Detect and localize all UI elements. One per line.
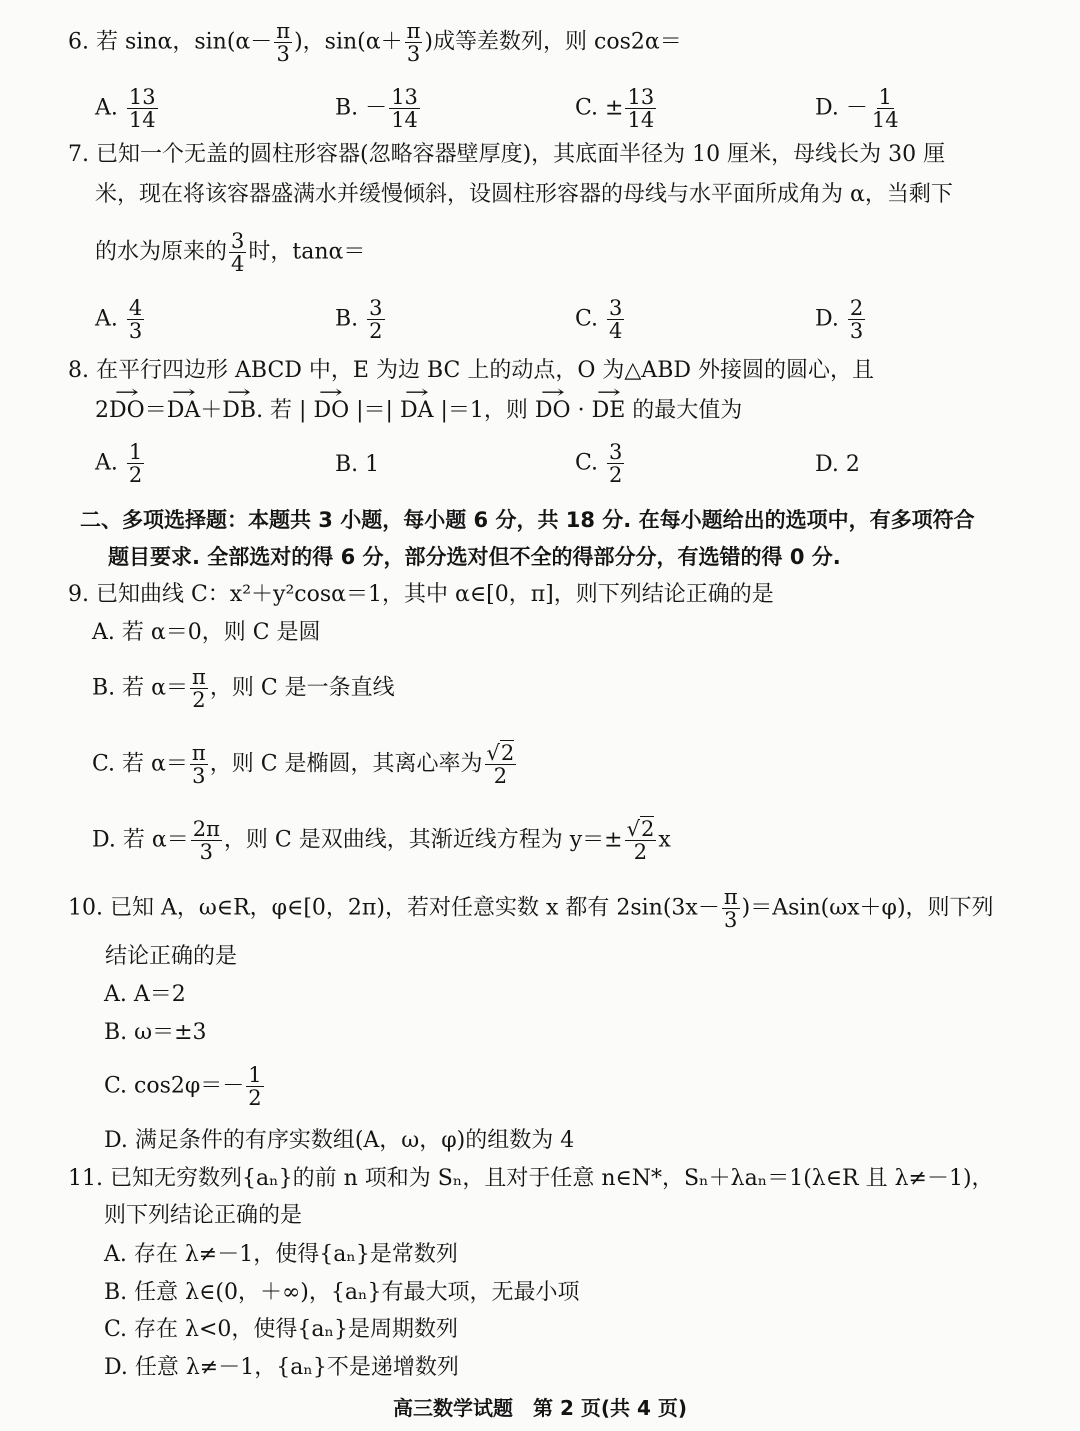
q7-line-2: 米，现在将该容器盛满水并缓慢倾斜，设圆柱形容器的母线与水平面所成角为 α，当剩下	[95, 182, 953, 207]
q11-line-2: 则下列结论正确的是	[104, 1203, 303, 1228]
q11-option-a: A. 存在 λ≠－1，使得{aₙ}是常数列	[104, 1242, 458, 1267]
q10-option-a: A. A＝2	[104, 982, 186, 1007]
q6-option-c: C. ± $\frac{13}{14}$	[575, 85, 655, 132]
q6-stem-part: )，sin(α＋	[294, 29, 403, 55]
q9-option-d: D. 若 α＝ $\frac{2\pi}{3}$ ，则 C 是双曲线，其渐近线方程为 y＝± $\frac{√2}{2}$ x	[92, 817, 671, 864]
section-2-heading-line-2: 题目要求. 全部选对的得 6 分，部分选对但不全的得部分分，有选错的得 0 分.	[108, 545, 841, 569]
vector-do: → DO	[109, 396, 145, 426]
q8-option-d: D. 2	[815, 452, 860, 477]
q10-option-b: B. ω＝±3	[104, 1020, 207, 1045]
q8-line-1: 8. 在平行四边形 ABCD 中，E 为边 BC 上的动点，O 为△ABD 外接圆的圆心，且	[68, 358, 874, 383]
q10-option-c: C. cos2φ＝－ $\frac{1}{2}$	[104, 1063, 262, 1110]
q6-stem-part: )成等差数列，则 cos2α＝	[424, 29, 682, 55]
q6-stem-part: 6. 若 sinα，sin(α－	[68, 29, 273, 55]
q6-frac-1: $\frac{\pi}{3}$	[276, 19, 291, 66]
q6-option-a: A. $\frac{13}{14}$	[95, 85, 156, 132]
q8-option-b: B. 1	[335, 452, 380, 477]
q11-option-d: D. 任意 λ≠－1，{aₙ}不是递增数列	[104, 1355, 459, 1380]
q7-option-d: D. $\frac{2}{3}$	[815, 296, 864, 343]
q8-line-2: 2→ DO＝→ DA＋→ DB. 若 | → DO |＝| → DA |＝1，则 → DO · → DE 的最大值为	[95, 396, 742, 426]
q7-option-b: B. $\frac{3}{2}$	[335, 296, 383, 343]
q6-stem	[68, 20, 682, 65]
q8-option-a: A. $\frac{1}{2}$	[95, 440, 143, 487]
vector-da: → DA	[167, 396, 201, 426]
vector-do: → DO	[313, 396, 349, 426]
q9-option-b: B. 若 α＝ $\frac{\pi}{2}$ ，则 C 是一条直线	[92, 665, 395, 712]
q7-line-1: 7. 已知一个无盖的圆柱形容器(忽略容器壁厚度)，其底面半径为 10 厘米，母线长为 30 厘	[68, 142, 946, 167]
q6-option-b: B. － $\frac{13}{14}$	[335, 85, 418, 132]
q9-stem: 9. 已知曲线 C：x²＋y²cosα＝1，其中 α∈[0，π]，则下列结论正确的是	[68, 582, 774, 607]
q10-option-d: D. 满足条件的有序实数组(A，ω，φ)的组数为 4	[104, 1128, 575, 1153]
vector-do: → DO	[535, 396, 571, 426]
q6-frac-2: $\frac{\pi}{3}$	[406, 19, 421, 66]
vector-da: → DA	[400, 396, 434, 426]
q7-option-a: A. $\frac{4}{3}$	[95, 296, 143, 343]
q9-option-a: A. 若 α＝0，则 C 是圆	[92, 620, 321, 645]
q7-line-3: 的水为原来的 $\frac{3}{4}$ 时，tanα＝	[95, 229, 366, 276]
q11-line-1: 11. 已知无穷数列{aₙ}的前 n 项和为 Sₙ，且对于任意 n∈N*，Sₙ＋λaₙ＝1(λ∈R 且 λ≠－1)，	[68, 1166, 994, 1191]
q11-option-b: B. 任意 λ∈(0，＋∞)，{aₙ}有最大项，无最小项	[104, 1280, 580, 1305]
section-2-heading-line-1: 二、多项选择题：本题共 3 小题，每小题 6 分，共 18 分. 在每小题给出的选项中，有多项符合	[80, 508, 975, 532]
q11-option-c: C. 存在 λ<0，使得{aₙ}是周期数列	[104, 1317, 459, 1342]
q6-option-d: D. － $\frac{1}{14}$	[815, 85, 899, 132]
vector-de: → DE	[592, 396, 626, 426]
page-footer: 高三数学试题 第 2 页(共 4 页)	[393, 1396, 687, 1420]
q10-stem: 10. 已知 A，ω∈R，φ∈[0，2π)，若对任意实数 x 都有 2sin(3x－ $\frac{\pi}{3}$ )＝Asin(ωx＋φ)，则下列	[68, 885, 994, 932]
q7-option-c: C. $\frac{3}{4}$	[575, 296, 623, 343]
vector-db: → DB	[222, 396, 256, 426]
q9-option-c: C. 若 α＝ $\frac{\pi}{3}$ ，则 C 是椭圆，其离心率为 $\frac{√2}{2}$	[92, 741, 515, 788]
q10-stem-line-2: 结论正确的是	[105, 944, 238, 969]
q8-option-c: C. $\frac{3}{2}$	[575, 440, 623, 487]
